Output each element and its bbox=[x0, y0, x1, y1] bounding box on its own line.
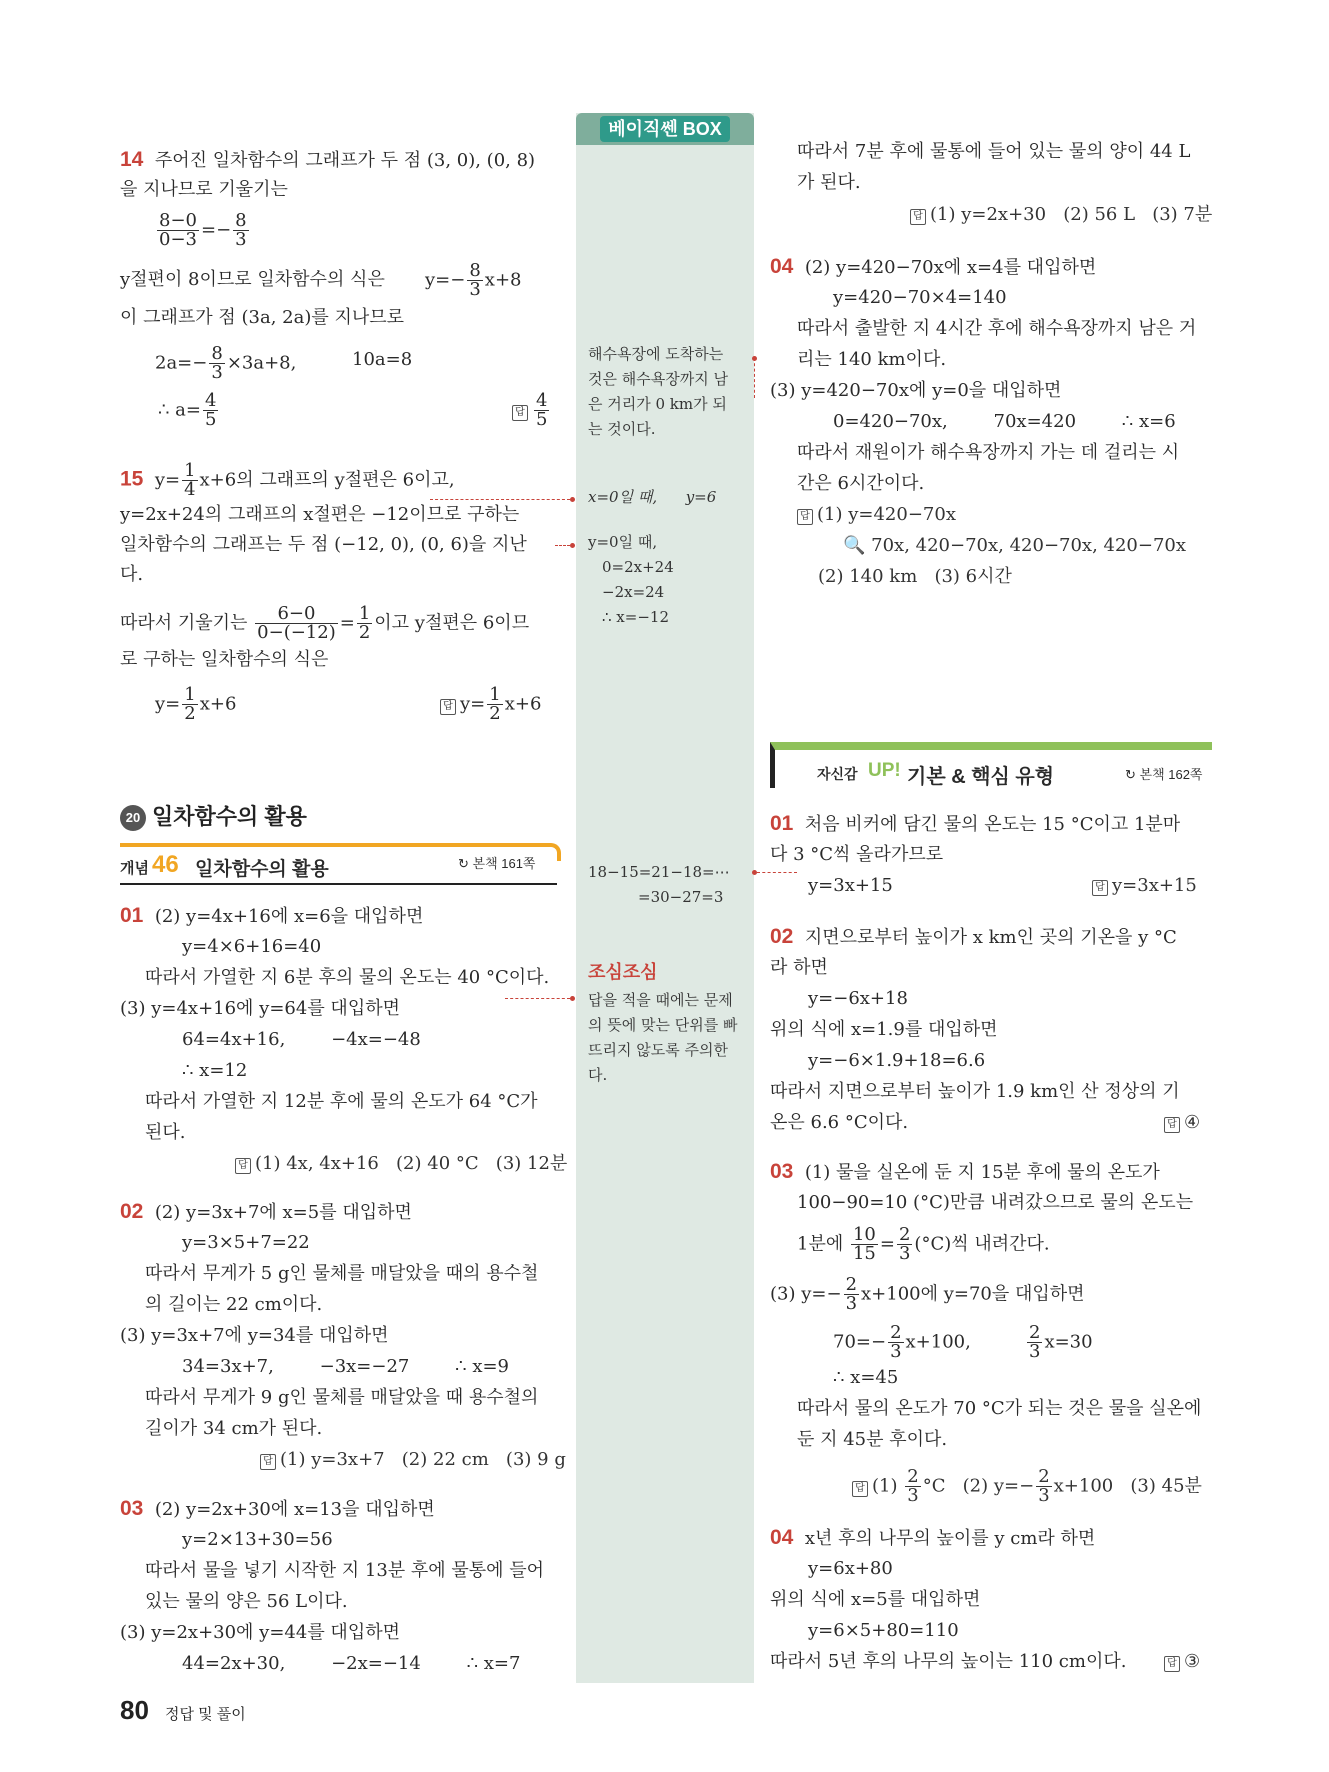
answer: 답 (1) y=3x+7 (2) 22 cm (3) 9 g bbox=[260, 1448, 566, 1472]
text-line: 따라서 가열한 지 12분 후에 물의 온도가 64 °C가 bbox=[145, 1091, 538, 1112]
text-line: 리는 140 km이다. bbox=[797, 349, 947, 370]
text-line: 64=4x+16, −4x=−48 bbox=[182, 1029, 421, 1050]
text-line: (3) y=420−70x에 y=0을 대입하면 bbox=[770, 380, 1062, 401]
text-line: y=4×6+16=40 bbox=[182, 936, 322, 957]
text-line: 0=420−70x, 70x=420 ∴ x=6 bbox=[833, 411, 1176, 432]
text-line: 일차함수의 그래프는 두 점 (−12, 0), (0, 6)을 지난 bbox=[120, 534, 527, 555]
text-line: ∴ x=45 bbox=[833, 1367, 899, 1388]
side-box-title: 베이직쎈 BOX bbox=[600, 116, 730, 142]
text-line: 따라서 무게가 5 g인 물체를 매달았을 때의 용수철 bbox=[145, 1263, 539, 1284]
equation: 10a=8 bbox=[352, 349, 413, 370]
text-line: 온은 6.6 °C이다. bbox=[770, 1112, 909, 1133]
concept-header bbox=[120, 843, 557, 885]
header-label: 자신감 bbox=[817, 766, 858, 782]
text-line: y=6×5+80=110 bbox=[808, 1620, 959, 1641]
problem-number: 15 bbox=[120, 467, 144, 491]
text-line: 따라서 기울기는 $\frac{6-0}{0-(-12)}$ = $\frac{1}{2}$ 이고 y절편은 6이므 bbox=[120, 603, 530, 643]
connector-dot bbox=[570, 996, 575, 1001]
equation: y=− $\frac{8}{3}$ x+8 bbox=[425, 260, 522, 300]
text-line: y=3×5+7=22 bbox=[182, 1232, 310, 1253]
answer-hint: 🔍 70x, 420−70x, 420−70x, 420−70x bbox=[843, 535, 1187, 556]
text-line: y절편이 8이므로 일차함수의 식은 bbox=[120, 269, 385, 290]
problem-number: 03 bbox=[770, 1160, 794, 1183]
text-line: 의 길이는 22 cm이다. bbox=[145, 1294, 323, 1315]
refresh-icon: ↻ bbox=[458, 856, 473, 871]
text-line: 따라서 재원이가 해수욕장까지 가는 데 걸리는 시 bbox=[797, 442, 1180, 463]
text-line: 따라서 물을 넣기 시작한 지 13분 후에 물통에 들어 bbox=[145, 1560, 545, 1581]
answer-mark-icon: 답 bbox=[440, 699, 456, 715]
right-section-header bbox=[770, 742, 1212, 788]
answer: (2) 140 km (3) 6시간 bbox=[818, 566, 1012, 587]
problem-number: 02 bbox=[120, 1200, 144, 1223]
text-line: y=3x+15 bbox=[808, 875, 893, 896]
text-line: 따라서 5년 후의 나무의 높이는 110 cm이다. bbox=[770, 1651, 1127, 1672]
equation: $\frac{2}{3}$ x=30 bbox=[1029, 1322, 1093, 1362]
side-note-y-intercept: x=0일 때, y=6 bbox=[588, 488, 717, 506]
text-line: (3) y=2x+30에 y=44를 대입하면 bbox=[120, 1622, 400, 1643]
text-line: 길이가 34 cm가 된다. bbox=[145, 1418, 323, 1439]
text-line: 을 지나므로 기울기는 bbox=[120, 179, 288, 200]
text-line: 있는 물의 양은 56 L이다. bbox=[145, 1591, 348, 1612]
text-line: (3) y=− $\frac{2}{3}$ x+100에 y=70을 대입하면 bbox=[770, 1274, 1085, 1314]
text-line: (3) y=4x+16에 y=64를 대입하면 bbox=[120, 998, 400, 1019]
text-line: 100−90=10 (°C)만큼 내려갔으므로 물의 온도는 bbox=[797, 1192, 1194, 1213]
answer: 답 y= $\frac{1}{2}$ x+6 bbox=[440, 686, 541, 723]
text-line: 44=2x+30, −2x=−14 ∴ x=7 bbox=[182, 1653, 521, 1674]
text-line: 따라서 무게가 9 g인 물체를 매달았을 때 용수철의 bbox=[145, 1387, 539, 1408]
side-note-caution: 답을 적을 때에는 문제 의 뜻에 맞는 단위를 빠 뜨리지 않도록 주의한 다. bbox=[588, 991, 738, 1084]
text-line: y=420−70×4=140 bbox=[833, 287, 1007, 308]
answer-mark-icon: 답 bbox=[260, 1454, 276, 1470]
answer: 답 (1) y=420−70x bbox=[797, 503, 956, 527]
problem-number: 01 bbox=[120, 904, 144, 927]
connector-dot bbox=[570, 543, 575, 548]
answer: 답 y=3x+15 bbox=[1092, 874, 1197, 898]
text-line: 이 그래프가 점 (3a, 2a)를 지나므로 bbox=[120, 307, 405, 328]
header-title: 기본 & 핵심 유형 bbox=[907, 766, 1055, 788]
concept-number: 46 bbox=[152, 851, 179, 878]
answer-mark-icon: 답 bbox=[852, 1481, 868, 1497]
section-title: 20 일차함수의 활용 bbox=[120, 800, 307, 831]
answer-mark-icon: 답 bbox=[1092, 880, 1108, 896]
answer-mark-icon: 답 bbox=[1164, 1656, 1180, 1672]
answer-mark-icon: 답 bbox=[512, 405, 528, 421]
connector-line bbox=[754, 358, 755, 398]
problem-number: 02 bbox=[770, 925, 794, 948]
text-line: y=2x+24의 그래프의 x절편은 −12이므로 구하는 bbox=[120, 504, 520, 525]
answer: 답 ③ bbox=[1164, 1650, 1200, 1674]
text-line: 위의 식에 x=1.9를 대입하면 bbox=[770, 1019, 998, 1040]
side-note-difference: 18−15=21−18=⋯ =30−27=3 bbox=[588, 863, 730, 906]
equation: y= $\frac{1}{2}$ x+6 bbox=[155, 684, 237, 724]
answer: 답 (1) 4x, 4x+16 (2) 40 °C (3) 12분 bbox=[235, 1152, 567, 1176]
problem-number: 04 bbox=[770, 1526, 794, 1549]
answer-mark-icon: 답 bbox=[910, 209, 926, 225]
text-line: 1분에 $\frac{10}{15}$ = $\frac{2}{3}$ (°C)씩 내려간다. bbox=[797, 1224, 1050, 1264]
text-line: y=6x+80 bbox=[808, 1558, 893, 1579]
text-line: 로 구하는 일차함수의 식은 bbox=[120, 649, 329, 670]
text-line: 따라서 지면으로부터 높이가 1.9 km인 산 정상의 기 bbox=[770, 1081, 1180, 1102]
text-line: 34=3x+7, −3x=−27 ∴ x=9 bbox=[182, 1356, 510, 1377]
text-line: 간은 6시간이다. bbox=[797, 473, 925, 494]
connector-line bbox=[555, 545, 570, 546]
text-line: 가 된다. bbox=[797, 172, 861, 193]
text-line: y=−6×1.9+18=6.6 bbox=[808, 1050, 986, 1071]
section-badge: 20 bbox=[120, 805, 146, 831]
page-number: 80 bbox=[120, 1695, 149, 1725]
text-line: 위의 식에 x=5를 대입하면 bbox=[770, 1589, 981, 1610]
equation: 2a=− $\frac{8}{3}$ ×3a+8, bbox=[155, 343, 297, 383]
text-line: 둔 지 45분 후이다. bbox=[797, 1429, 948, 1450]
magnifier-icon: 🔍 bbox=[843, 535, 866, 556]
text-line: 따라서 가열한 지 6분 후의 물의 온도는 40 °C이다. bbox=[145, 967, 550, 988]
fraction-expression: $\frac{8-0}{0-3}$ =− $\frac{8}{3}$ bbox=[159, 210, 247, 250]
text-line: y=2×13+30=56 bbox=[182, 1529, 333, 1550]
concept-label: 개념 bbox=[120, 860, 149, 877]
equation: 70=− $\frac{2}{3}$ x+100, bbox=[833, 1322, 971, 1362]
answer-mark-icon: 답 bbox=[797, 509, 813, 525]
concept-title: 일차함수의 활용 bbox=[195, 859, 329, 880]
header-up: UP! bbox=[868, 760, 901, 781]
answer: 답 ④ bbox=[1164, 1111, 1200, 1135]
answer-mark-icon: 답 bbox=[1164, 1117, 1180, 1133]
text-line: 다 3 °C씩 올라가므로 bbox=[770, 844, 944, 865]
text-line: y=−6x+18 bbox=[808, 988, 908, 1009]
answer-mark-icon: 답 bbox=[235, 1158, 251, 1174]
header-ref: ↻ 본책 162쪽 bbox=[1125, 767, 1203, 782]
text-line: 된다. bbox=[145, 1122, 186, 1143]
problem-number: 03 bbox=[120, 1497, 144, 1520]
concept-ref: ↻ 본책 161쪽 bbox=[458, 856, 536, 871]
connector-dot bbox=[570, 497, 575, 502]
connector-line bbox=[505, 998, 570, 999]
equation: ∴ a= $\frac{4}{5}$ bbox=[158, 390, 217, 430]
answer: 답 (1) $\frac{2}{3}$ °C (2) y=− $\frac{2}{3}$ x+100 (3) 45분 bbox=[852, 1468, 1202, 1505]
problem-number: 14 bbox=[120, 148, 144, 171]
problem-number: 04 bbox=[770, 255, 794, 278]
side-note-beach: 해수욕장에 도착하는 것은 해수욕장까지 남 은 거리가 0 km가 되 는 것이다. bbox=[588, 345, 728, 438]
caution-title: 조심조심 bbox=[588, 962, 658, 982]
text-line: 따라서 7분 후에 물통에 들어 있는 물의 양이 44 L bbox=[797, 141, 1191, 162]
footer-label: 정답 및 풀이 bbox=[165, 1706, 246, 1723]
connector-line bbox=[430, 499, 570, 500]
side-note-x-intercept: y=0일 때, 0=2x+24 −2x=24 ∴ x=−12 bbox=[588, 533, 674, 626]
text-line: 따라서 물의 온도가 70 °C가 되는 것은 물을 실온에 bbox=[797, 1398, 1202, 1419]
text-line: 주어진 일차함수의 그래프가 두 점 (3, 0), (0, 8) bbox=[154, 150, 536, 171]
refresh-icon: ↻ bbox=[1125, 767, 1140, 782]
connector-line bbox=[757, 872, 797, 873]
text-line: 다. bbox=[120, 564, 144, 585]
text-line: ∴ x=12 bbox=[182, 1060, 248, 1081]
text-line: 라 하면 bbox=[770, 957, 828, 978]
text-line: (3) y=3x+7에 y=34를 대입하면 bbox=[120, 1325, 389, 1346]
answer: 답 $\frac{4}{5}$ bbox=[512, 392, 551, 429]
problem-number: 01 bbox=[770, 812, 794, 835]
answer: 답 (1) y=2x+30 (2) 56 L (3) 7분 bbox=[910, 203, 1212, 227]
text-line: 따라서 출발한 지 4시간 후에 해수욕장까지 남은 거 bbox=[797, 318, 1197, 339]
